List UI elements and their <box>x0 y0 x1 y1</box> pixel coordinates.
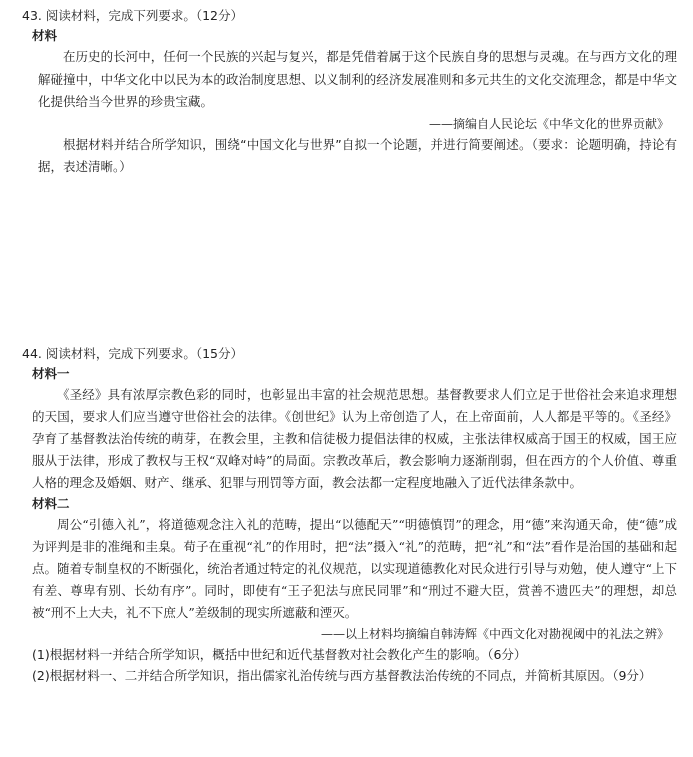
material-label: 材料 <box>32 28 58 43</box>
material-one-text: 《圣经》具有浓厚宗教色彩的同时，也彰显出丰富的社会规范思想。基督教要求人们立足于世俗社会来追求理想的天国，要求人们应当遵守世俗社会的法律。《创世纪》认为上帝创造了人，在上帝面前，人人都是平等的。《圣经》孕育了基督教法治传统的萌芽，在教会里，主教和信徒极力提倡法律的权威，主张法律权威高于国王的权威，国王应服从于法律，形成了教权与王权“双峰对峙”的局面。宗教改革后，教会影响力逐渐削弱，但在西方的个人价值、尊重人格的理念及婚姻、财产、继承、犯罪与刑罚等方面，教会法都一定程度地融入了近代法律条款中。 <box>32 387 677 490</box>
material-text: 在历史的长河中，任何一个民族的兴起与复兴，都是凭借着属于这个民族自身的思想与灵魂。在与西方文化的理解碰撞中，中华文化中以民为本的政治制度思想、以义制利的经济发展准则和多元共生的文化交流理念，都是中华文化提供给当今世界的珍贵宝藏。 <box>38 49 677 109</box>
question-43-header: 43. 阅读材料，完成下列要求。（12分） <box>22 8 244 23</box>
sub-question-1: (1)根据材料一并结合所学知识，概括中世纪和近代基督教对社会教化产生的影响。（6分） <box>32 647 527 662</box>
question-43-task: 根据材料并结合所学知识，围绕“中国文化与世界”自拟一个论题，并进行简要阐述。（要求：论题明确，持论有据，表述清晰。） <box>38 136 677 174</box>
material-two-label: 材料二 <box>32 496 70 511</box>
material-two-text: 周公“引德入礼”，将道德观念注入礼的范畴，提出“以德配天”“明德慎罚”的理念，用“德”来沟通天命，使“德”成为评判是非的准绳和圭臬。荀子在重视“礼”的作用时，把“法”摄入“礼”的范畴，把“礼”和“法”看作是治国的基础和起点。随着专制皇权的不断强化，统治者通过特定的礼仪规范，以实现道德教化对民众进行引导与劝勉，使人遵守“上下有差、尊卑有别、长幼有序”。同时，即使有“王子犯法与庶民同罪”和“刑过不避大臣，赏善不遗匹夫”的理想，却总被“刑不上大夫，礼不下庶人”差级制的现实所遮蔽和湮灭。 <box>32 517 677 620</box>
materials-source: ——以上材料均摘编自韩涛辉《中西文化对勘视阈中的礼法之辨》 <box>320 627 669 641</box>
sub-question-2: (2)根据材料一、二并结合所学知识，指出儒家礼治传统与西方基督教法治传统的不同点，并简析其原因。（9分） <box>32 668 652 683</box>
material-source: ——摘编自人民论坛《中华文化的世界贡献》 <box>428 116 669 131</box>
question-44-header: 44. 阅读材料，完成下列要求。（15分） <box>22 346 244 361</box>
material-one-label: 材料一 <box>32 366 70 381</box>
question-44 <box>22 344 677 686</box>
question-43 <box>22 6 677 178</box>
